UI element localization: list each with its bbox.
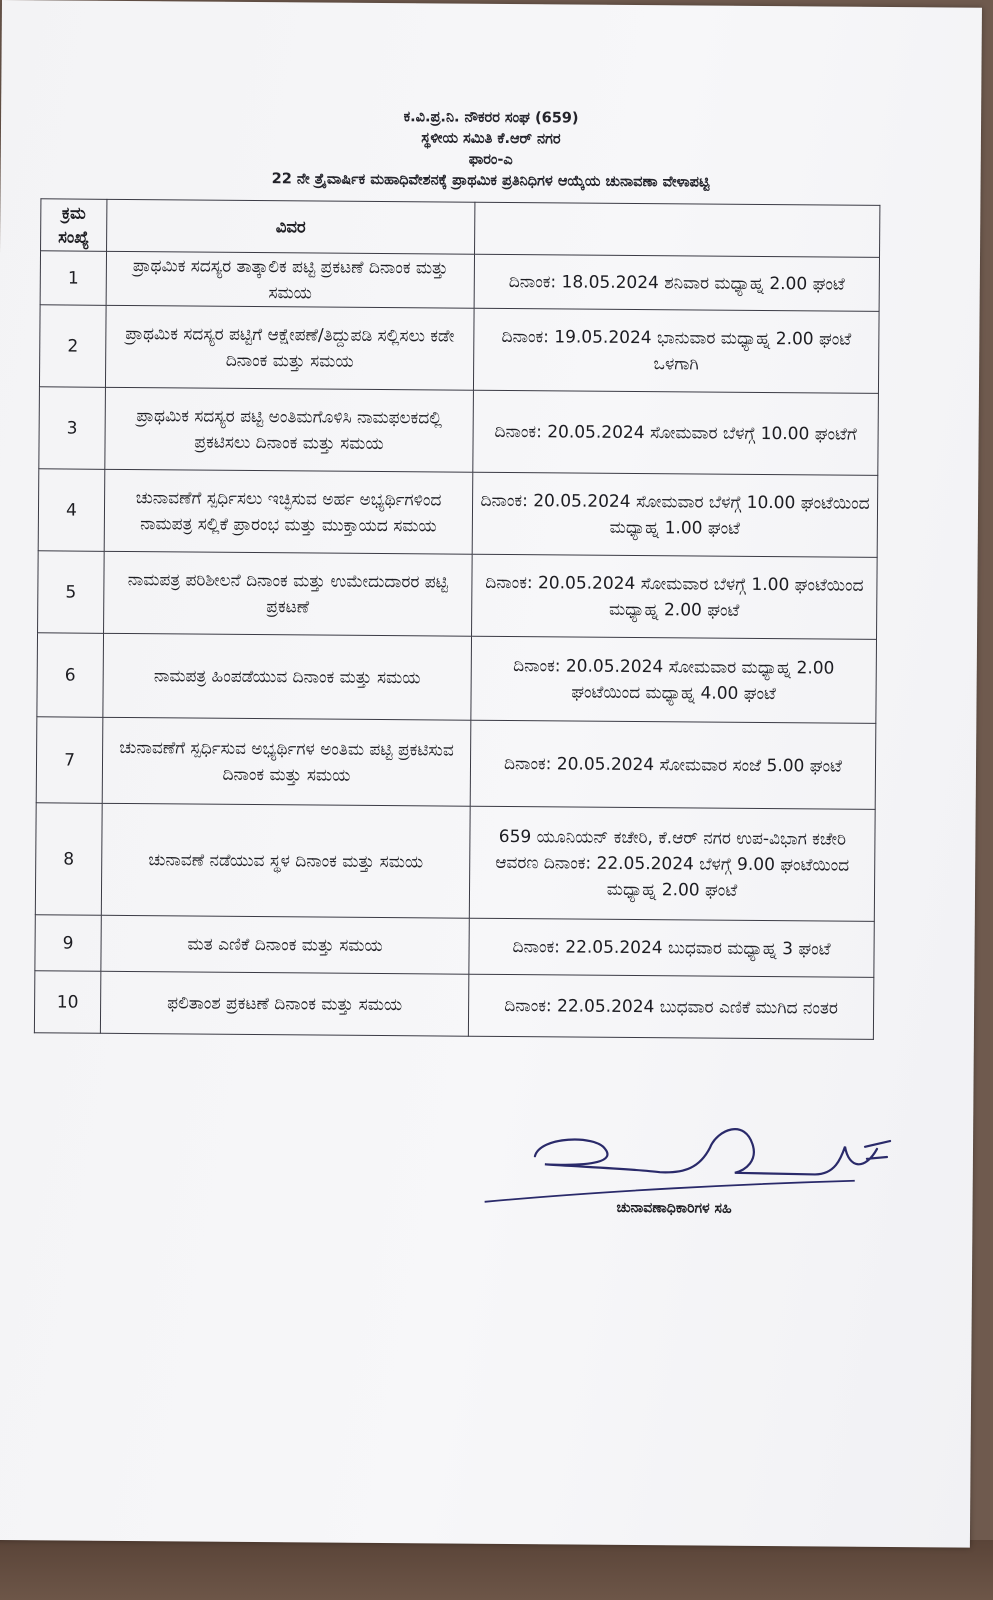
table-row [37,633,877,724]
row-number: 10 [34,971,100,1034]
row-schedule: ದಿನಾಂಕ: 22.05.2024 ಬುಧವಾರ ಮಧ್ಯಾಹ್ನ 3 ಘಂಟೆ [469,918,874,977]
row-description: ಪ್ರಾಥಮಿಕ ಸದಸ್ಯರ ಪಟ್ಟಿಗೆ ಆಕ್ಷೇಪಣೆ/ತಿದ್ದುಪಡಿ ಸಲ್ಲಿಸಲು ಕಡೇ ದಿನಾಂಕ ಮತ್ತು ಸಮಯ [105,305,474,390]
row-schedule: ದಿನಾಂಕ: 20.05.2024 ಸೋಮವಾರ ಬೆಳಗ್ಗೆ 1.00 ಘಂಟೆಯಿಂದ ಮಧ್ಯಾಹ್ನ 2.00 ಘಂಟೆ [472,554,878,639]
table-row [40,251,879,312]
table-row [38,551,878,640]
table-row [39,305,879,394]
table-row [36,717,876,810]
election-schedule-table [34,198,881,1040]
row-number: 8 [35,803,102,916]
signature-label: ಚುನಾವಣಾಧಿಕಾರಿಗಳ ಸಹಿ [616,1199,732,1217]
row-description: ಮತ ಎಣಿಕೆ ದಿನಾಂಕ ಮತ್ತು ಸಮಯ [101,915,469,974]
row-number: 6 [37,633,104,718]
row-description: ಚುನಾವಣೆಗೆ ಸ್ಪರ್ಧಿಸಲು ಇಚ್ಛಿಸುವ ಅರ್ಹ ಅಭ್ಯರ್ಥಿಗಳಿಂದ ನಾಮಪತ್ರ ಸಲ್ಲಿಕೆ ಪ್ರಾರಂಭ ಮತ್ತು ಮುಕ್ತಾಯದ ಸಮಯ [104,469,473,554]
row-description: ನಾಮಪತ್ರ ಪರಿಶೀಲನೆ ದಿನಾಂಕ ಮತ್ತು ಉಮೇದುದಾರರ ಪಟ್ಟಿ ಪ್ರಕಟಣೆ [104,551,473,636]
row-description: ಪ್ರಾಥಮಿಕ ಸದಸ್ಯರ ತಾತ್ಕಾಲಿಕ ಪಟ್ಟಿ ಪ್ರಕಟಣೆ ದಿನಾಂಕ ಮತ್ತು ಸಮಯ [106,251,474,308]
organization-name: ಕ.ವಿ.ಪ್ರ.ನಿ. ನೌಕರರ ಸಂಘ (659) [403,109,579,127]
document-header [1,104,982,196]
local-committee: ಸ್ಥಳೀಯ ಸಮಿತಿ ಕೆ.ಆರ್ ನಗರ [421,130,561,148]
table-row [35,915,874,978]
header-serial-number: ಕ್ರಮ ಸಂಖ್ಯೆ [41,199,107,252]
row-schedule: ದಿನಾಂಕ: 20.05.2024 ಸೋಮವಾರ ಸಂಜೆ 5.00 ಘಂಟೆ [470,720,876,809]
row-schedule: ದಿನಾಂಕ: 19.05.2024 ಭಾನುವಾರ ಮಧ್ಯಾಹ್ನ 2.00 ಘಂಟೆ ಒಳಗಾಗಿ [473,308,879,393]
row-number: 9 [35,915,101,972]
row-number: 5 [38,551,105,634]
row-description: ಚುನಾವಣೆಗೆ ಸ್ಪರ್ಧಿಸುವ ಅಭ್ಯರ್ಥಿಗಳ ಅಂತಿಮ ಪಟ್ಟಿ ಪ್ರಕಟಿಸುವ ದಿನಾಂಕ ಮತ್ತು ಸಮಯ [102,717,471,806]
row-schedule: ದಿನಾಂಕ: 18.05.2024 ಶನಿವಾರ ಮಧ್ಯಾಹ್ನ 2.00 ಘಂಟೆ [474,254,879,311]
table-row [39,387,879,476]
row-number: 2 [39,305,106,388]
row-schedule: ದಿನಾಂಕ: 20.05.2024 ಸೋಮವಾರ ಮಧ್ಯಾಹ್ನ 2.00 ಘಂಟೆಯಿಂದ ಮಧ್ಯಾಹ್ನ 4.00 ಘಂಟೆ [471,636,877,723]
row-number: 1 [40,251,106,306]
header-schedule [475,202,880,257]
row-schedule: ದಿನಾಂಕ: 20.05.2024 ಸೋಮವಾರ ಬೆಳಗ್ಗೆ 10.00 ಘಂಟೆಗೆ [473,390,879,475]
row-number: 4 [38,469,105,552]
table-row [34,971,873,1040]
table-header-row [41,199,880,258]
header-details: ವಿವರ [107,199,475,254]
row-number: 3 [39,387,106,470]
table-surface [0,1540,993,1600]
form-label: ಫಾರಂ-ಎ [468,151,513,169]
row-number: 7 [36,717,103,804]
table-row [38,469,878,558]
row-description: ನಾಮಪತ್ರ ಹಿಂಪಡೆಯುವ ದಿನಾಂಕ ಮತ್ತು ಸಮಯ [103,633,472,720]
row-schedule: ದಿನಾಂಕ: 20.05.2024 ಸೋಮವಾರ ಬೆಳಗ್ಗೆ 10.00 ಘಂಟೆಯಿಂದ ಮಧ್ಯಾಹ್ನ 1.00 ಘಂಟೆ [472,472,878,557]
row-description: ಚುನಾವಣೆ ನಡೆಯುವ ಸ್ಥಳ ದಿನಾಂಕ ಮತ್ತು ಸಮಯ [101,803,470,918]
row-description: ಪ್ರಾಥಮಿಕ ಸದಸ್ಯರ ಪಟ್ಟಿ ಅಂತಿಮಗೊಳಿಸಿ ನಾಮಫಲಕದಲ್ಲಿ ಪ್ರಕಟಿಸಲು ದಿನಾಂಕ ಮತ್ತು ಸಮಯ [105,387,474,472]
table-row [35,803,875,922]
row-schedule: ದಿನಾಂಕ: 22.05.2024 ಬುಧವಾರ ಎಣಿಕೆ ಮುಗಿದ ನಂತರ [468,974,873,1039]
row-schedule: 659 ಯೂನಿಯನ್ ಕಚೇರಿ, ಕೆ.ಆರ್ ನಗರ ಉಪ-ವಿಭಾಗ ಕಚೇರಿ ಆವರಣ ದಿನಾಂಕ: 22.05.2024 ಬೆಳಗ್ಗೆ 9.00 ಘಂಟೆಯಿಂದ ಮಧ್ಯಾಹ್ನ 2.00 ಘಂಟೆ [469,806,875,921]
row-description: ಫಲಿತಾಂಶ ಪ್ರಕಟಣೆ ದಿನಾಂಕ ಮತ್ತು ಸಮಯ [100,971,468,1036]
document-title: 22 ನೇ ತ್ರೈವಾರ್ಷಿಕ ಮಹಾಧಿವೇಶನಕ್ಕೆ ಪ್ರಾಥಮಿಕ ಪ್ರತಿನಿಧಿಗಳ ಆಯ್ಕೆಯ ಚುನಾವಣಾ ವೇಳಾಪಟ್ಟಿ [271,171,710,191]
